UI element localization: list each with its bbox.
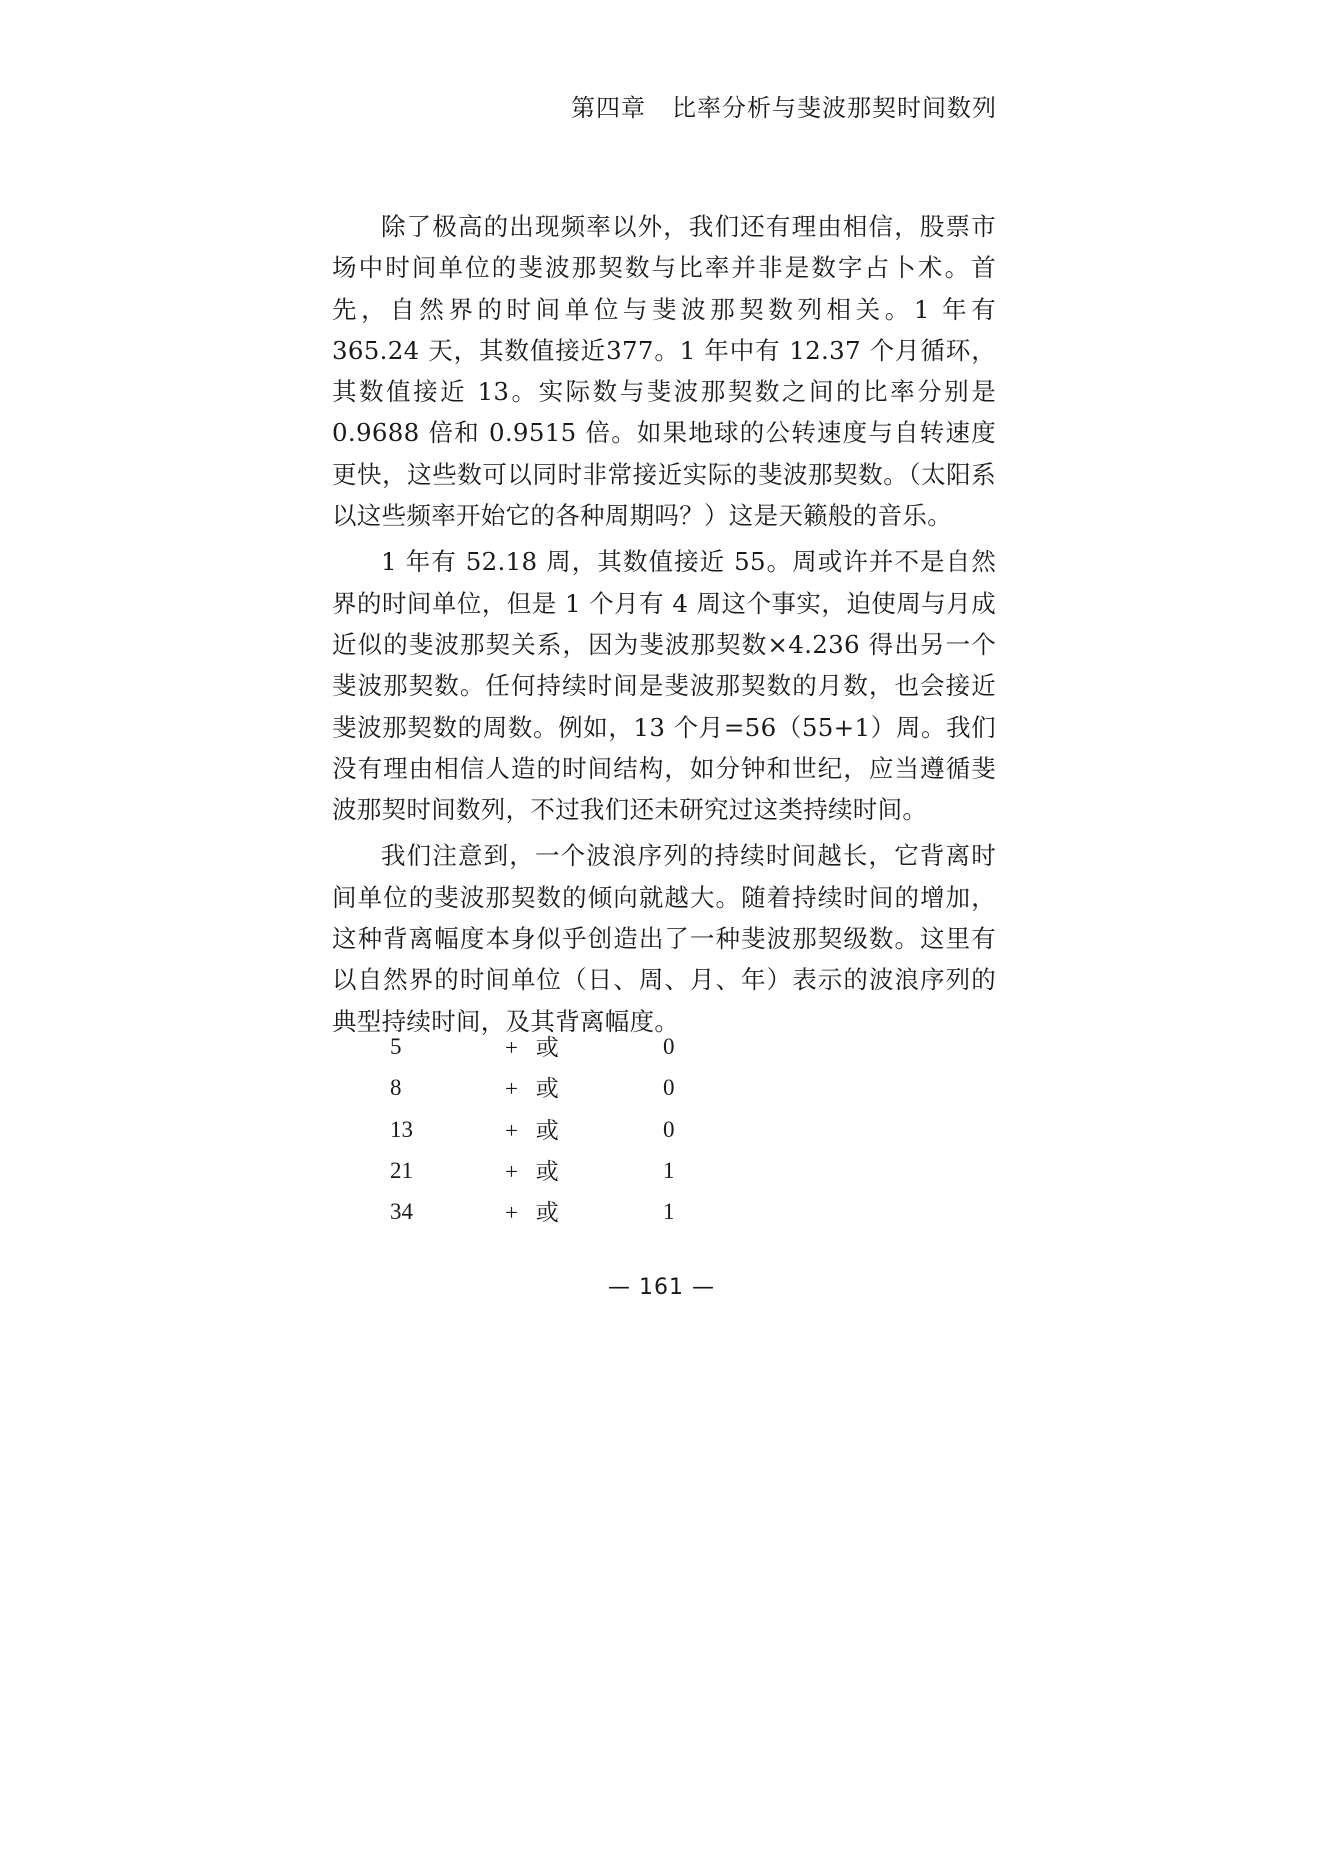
table-row [390, 1070, 710, 1111]
table-row [390, 1194, 710, 1235]
body-text [332, 206, 996, 1047]
duration-cell: 13 [390, 1116, 413, 1142]
deviation-table [390, 1029, 710, 1235]
sign-cell: + 或 [505, 1035, 565, 1060]
deviation-cell: 0 [663, 1075, 675, 1101]
duration-cell: 34 [390, 1199, 413, 1225]
chapter-title: 比率分析与斐波那契时间数列 [672, 94, 997, 122]
paragraph: 我们注意到，一个波浪序列的持续时间越长，它背离时间单位的斐波那契数的倾向就越大。随着持续时间的增加，这种背离幅度本身似乎创造出了一种斐波那契级数。这里有以自然界的时间单位（日、周、月、年）表示的波浪序列的典型持续时间，及其背离幅度。 [332, 841, 996, 1036]
paragraph: 1 年有 52.18 周，其数值接近 55。周或许并不是自然界的时间单位，但是 1 个月有 4 周这个事实，迫使周与月成近似的斐波那契关系，因为斐波那契数×4.236 得出另一个斐波那契数。任何持续时间是斐波那契数的月数，也会接近斐波那契数的周数。例如，13 个月=56（55+1）周。我们没有理由相信人造的时间结构，如分钟和世纪，应当遵循斐波那契时间数列，不过我们还未研究过这类持续时间。 [332, 547, 996, 825]
deviation-cell: 0 [663, 1034, 675, 1059]
sign-cell: + 或 [505, 1200, 565, 1226]
page-number: — 161 — [608, 1275, 715, 1300]
paragraph: 除了极高的出现频率以外，我们还有理由相信，股票市场中时间单位的斐波那契数与比率并非是数字占卜术。首先，自然界的时间单位与斐波那契数列相关。1 年有 365.24 天，其数值接近377。1 年中有 12.37 个月循环，其数值接近 13。实际数与斐波那契数之间的比率分别是 0.9688 倍和 0.9515 倍。如果地球的公转速度与自转速度更快，这些数可以同时非常接近实际的斐波那契数。（太阳系以这些频率开始它的各种周期吗？）这是天籁般的音乐。 [332, 212, 996, 531]
deviation-cell: 1 [663, 1199, 675, 1225]
deviation-cell: 1 [663, 1157, 675, 1183]
deviation-cell: 0 [663, 1116, 675, 1142]
sign-cell: + 或 [505, 1117, 565, 1143]
duration-cell: 8 [390, 1075, 402, 1101]
duration-cell: 5 [390, 1034, 402, 1059]
running-header [571, 88, 997, 123]
table-row [390, 1153, 710, 1194]
duration-cell: 21 [390, 1157, 413, 1183]
table-row [390, 1029, 710, 1070]
chapter-number: 第四章 [571, 94, 646, 122]
table-row [390, 1112, 710, 1153]
sign-cell: + 或 [505, 1076, 565, 1102]
sign-cell: + 或 [505, 1158, 565, 1184]
